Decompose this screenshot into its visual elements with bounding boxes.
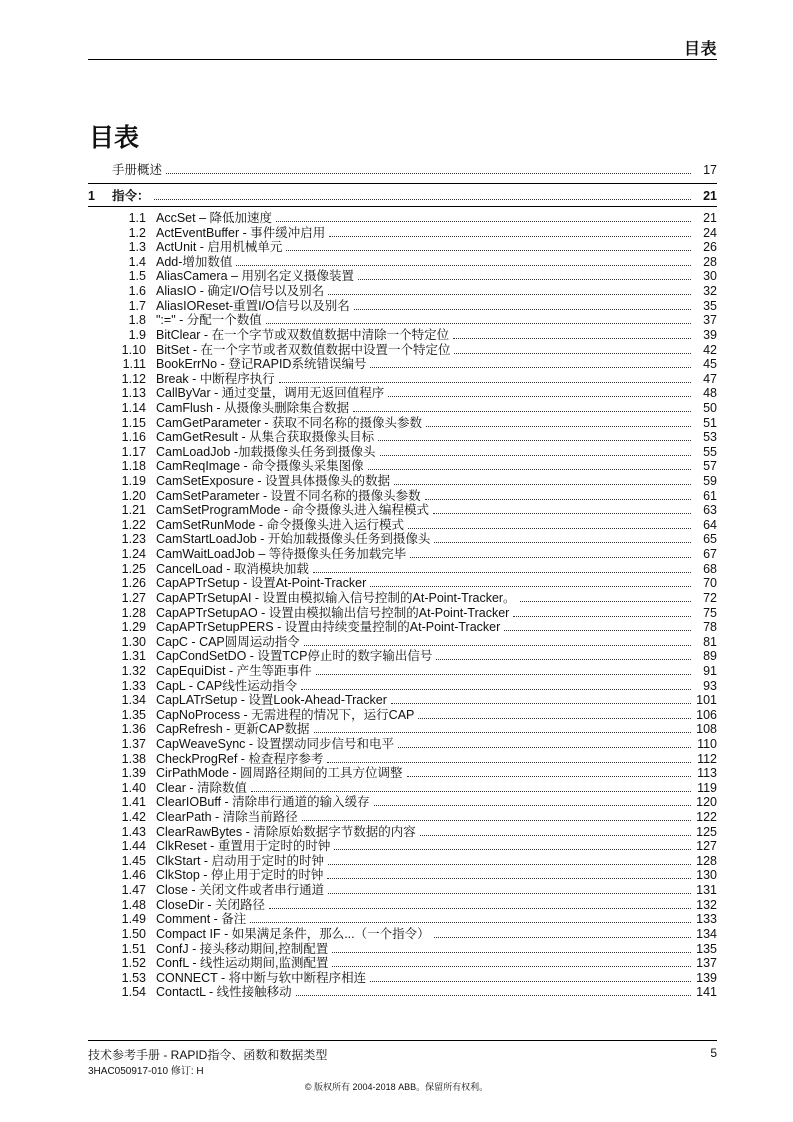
toc-entry-title: ClkStart - 启动用于定时的时钟 <box>156 853 325 868</box>
toc-entry[interactable] <box>88 459 717 473</box>
toc-entry-number: 1.44 <box>121 839 146 854</box>
toc-leader-dots <box>314 731 691 733</box>
toc-entry-page: 91 <box>703 663 717 678</box>
toc-entry-title: 手册概述 <box>112 163 163 177</box>
toc-entry[interactable] <box>88 547 717 561</box>
toc-entry-title: Close - 关闭文件或者串行通道 <box>156 883 325 898</box>
footer-page-number: 5 <box>710 1046 717 1060</box>
toc-leader-dots <box>353 410 691 412</box>
toc-entry-page: 24 <box>703 225 717 240</box>
toc-entry-title: CONNECT - 将中断与软中断程序相连 <box>156 970 367 985</box>
toc-leader-dots <box>370 980 691 982</box>
toc-entry-number: 1.20 <box>121 488 146 503</box>
toc-entry-number: 1.38 <box>121 751 146 766</box>
toc-entry-page: 132 <box>696 897 717 912</box>
toc-entry[interactable] <box>88 795 717 809</box>
toc-leader-dots <box>418 717 691 719</box>
toc-entry-title: ClearIOBuff - 清除串行通道的输入缓存 <box>156 795 370 810</box>
toc-entry[interactable] <box>88 211 717 225</box>
toc-entry-title: ConfJ - 接头移动期间,控制配置 <box>156 941 329 956</box>
toc-entry-title: Comment - 备注 <box>156 912 247 927</box>
toc-entry-number: 1.18 <box>121 459 146 474</box>
toc-leader-dots <box>378 439 691 441</box>
toc-leader-dots <box>453 337 691 339</box>
toc-entry-number: 1.49 <box>121 912 146 927</box>
toc-entry[interactable] <box>88 839 717 853</box>
toc-entry-page: 64 <box>703 517 717 532</box>
toc-entry[interactable] <box>88 606 717 620</box>
toc-entry-title: CamSetParameter - 设置不同名称的摄像头参数 <box>156 488 421 503</box>
toc-entry-number: 1.1 <box>128 211 146 225</box>
toc-entry-number: 1.27 <box>121 590 146 605</box>
toc-entry-page: 63 <box>703 503 717 518</box>
toc-entry-title: Clear - 清除数值 <box>156 780 247 795</box>
toc-entry-number: 1.16 <box>121 430 146 445</box>
toc-entry-number: 1.51 <box>121 941 146 956</box>
toc-leader-dots <box>370 585 691 587</box>
toc-leader-dots <box>269 907 691 909</box>
toc-entry-title: ClkStop - 停止用于定时的时钟 <box>156 868 324 883</box>
toc-entry[interactable] <box>88 664 717 678</box>
toc-entry-number: 1.22 <box>121 517 146 532</box>
toc-entry[interactable] <box>88 912 717 926</box>
toc-entry[interactable] <box>88 956 717 970</box>
toc-entry-title: CallByVar - 通过变量，调用无返回值程序 <box>156 386 385 401</box>
toc-entry-page: 139 <box>696 970 717 985</box>
toc-entry[interactable] <box>88 284 717 298</box>
toc-leader-dots <box>374 804 691 806</box>
toc-entry-number: 1.36 <box>121 722 146 737</box>
toc-leader-dots <box>425 498 691 500</box>
toc-entry[interactable] <box>88 503 717 517</box>
toc-entry-number: 1.12 <box>121 371 146 386</box>
toc-leader-dots <box>358 278 691 280</box>
toc-entry-number: 1.46 <box>121 868 146 883</box>
toc-entry-page: 51 <box>703 415 717 430</box>
toc-entry-title: ClearPath - 清除当前路径 <box>156 810 298 824</box>
toc-leader-dots <box>328 293 691 295</box>
toc-entry[interactable] <box>88 942 717 956</box>
toc-entry-page: 133 <box>696 912 717 927</box>
toc-entry-title: CapEquiDist - 产生等距事件 <box>156 663 312 678</box>
toc-entry-page: 93 <box>703 678 717 693</box>
toc-entry-number: 1.17 <box>121 444 146 459</box>
toc-entry-title: CamGetParameter - 获取不同名称的摄像头参数 <box>156 415 423 430</box>
toc-entry-page: 47 <box>703 371 717 386</box>
toc-entry-title: ConfL - 线性运动期间,监测配置 <box>156 956 329 971</box>
toc-entry[interactable] <box>88 357 717 371</box>
toc-entry[interactable] <box>88 372 717 386</box>
toc-entry-page: 70 <box>703 576 717 591</box>
toc-entry-page: 65 <box>703 532 717 547</box>
toc-entry-title: AccSet – 降低加速度 <box>156 211 272 225</box>
toc-leader-dots <box>398 746 691 748</box>
page-header-title: 目表 <box>683 41 717 58</box>
toc-entry-number: 1.42 <box>121 810 146 824</box>
toc-entry-number: 1.40 <box>121 780 146 795</box>
toc-entry-number: 1.23 <box>121 532 146 547</box>
toc-entry-number: 1.6 <box>128 284 146 299</box>
footer-copyright: © 版权所有 2004-2018 ABB。保留所有权利。 <box>304 1082 489 1092</box>
toc-entry-title: CapL - CAP线性运动指令 <box>156 678 298 693</box>
toc-entry-page: 72 <box>703 590 717 605</box>
toc-entry-title: BitSet - 在一个字节或者双数值数据中设置一个特定位 <box>156 342 451 357</box>
toc-leader-dots <box>250 921 691 923</box>
toc-entry-number: 1.43 <box>121 824 146 839</box>
toc-chapter-entry[interactable] <box>88 189 717 203</box>
toc-leader-dots <box>332 951 691 953</box>
toc-entry[interactable] <box>88 489 717 503</box>
toc-entry-page: 89 <box>703 649 717 664</box>
toc-entry[interactable] <box>88 898 717 912</box>
toc-entry-title: ":=" - 分配一个数值 <box>156 313 262 328</box>
toc-entry-number: 1.37 <box>121 737 146 751</box>
page-title: 目表 <box>89 124 140 152</box>
toc-entry-page: 113 <box>697 766 717 781</box>
chapter-rule-top <box>88 183 717 184</box>
toc-leader-dots <box>304 644 691 646</box>
toc-entry-page: 101 <box>696 693 717 708</box>
toc-entry-number: 1.19 <box>121 474 146 488</box>
toc-leader-dots <box>391 702 691 704</box>
toc-entry[interactable] <box>88 445 717 459</box>
toc-entry-page: 37 <box>703 313 717 328</box>
toc-leader-dots <box>266 322 691 324</box>
toc-entry-title: CapCondSetDO - 设置TCP停止时的数字输出信号 <box>156 649 433 664</box>
toc-entry-title: Add-增加数值 <box>156 254 233 269</box>
toc-entry-number: 1.35 <box>121 707 146 722</box>
toc-leader-dots <box>286 249 691 251</box>
toc-entry-number: 1.31 <box>121 649 146 664</box>
toc-leader-dots <box>388 395 691 397</box>
toc-entry-number: 1.30 <box>121 634 146 649</box>
toc-entry-title: CapWeaveSync - 设置摆动同步信号和电平 <box>156 737 395 751</box>
toc-entry[interactable] <box>88 328 717 342</box>
toc-entry-page: 120 <box>696 795 717 810</box>
toc-leader-dots <box>408 527 691 529</box>
toc-entry-number: 1.52 <box>121 956 146 971</box>
toc-entry-title: CamSetExposure - 设置具体摄像头的数据 <box>156 474 391 488</box>
toc-leader-dots <box>380 454 692 456</box>
toc-entry-title: Break - 中断程序执行 <box>156 371 275 386</box>
toc-leader-dots <box>251 790 691 792</box>
toc-leader-dots <box>236 264 691 266</box>
toc-entry-page: 135 <box>696 941 717 956</box>
toc-entry-page: 125 <box>696 824 717 839</box>
toc-entry-page: 141 <box>696 985 717 1000</box>
toc-entry-title: CapAPTrSetupAI - 设置由模拟输入信号控制的At-Point-Tracker。 <box>156 590 516 605</box>
toc-entry[interactable] <box>88 474 717 488</box>
toc-entry-number: 1.28 <box>121 605 146 620</box>
toc-entry-number: 1.4 <box>128 254 146 269</box>
toc-entry-number: 1.34 <box>121 693 146 708</box>
toc-entry[interactable] <box>88 299 717 313</box>
toc-leader-dots <box>520 600 691 602</box>
toc-entry-page: 127 <box>696 839 717 854</box>
toc-entry-page: 122 <box>696 810 717 824</box>
toc-entry[interactable] <box>88 781 717 795</box>
toc-entry[interactable] <box>88 854 717 868</box>
toc-leader-dots <box>513 615 691 617</box>
toc-entry-page: 26 <box>703 240 717 255</box>
toc-entry[interactable] <box>88 693 717 707</box>
toc-entry-title: CapNoProcess - 无需进程的情况下，运行CAP <box>156 707 415 722</box>
toc-entry-page: 128 <box>696 853 717 868</box>
chapter-rule-bottom <box>88 206 717 207</box>
toc-entry-number: 1.7 <box>128 298 146 313</box>
toc-entry[interactable] <box>88 722 717 736</box>
toc-entry[interactable] <box>88 576 717 590</box>
footer-document-id: 3HAC050917-010 修订: H <box>88 1066 204 1077</box>
toc-entry-page: 68 <box>703 561 717 576</box>
toc-entry-page: 55 <box>703 444 717 459</box>
toc-entry-page: 112 <box>697 751 717 766</box>
toc-entry-page: 108 <box>696 722 717 737</box>
toc-entry-page: 57 <box>703 459 717 474</box>
toc-entry-page: 45 <box>703 357 717 372</box>
toc-leader-dots <box>434 541 691 543</box>
toc-entry-page: 28 <box>703 254 717 269</box>
toc-entry[interactable] <box>88 737 717 751</box>
toc-entry-number: 1.45 <box>121 853 146 868</box>
toc-entry-page: 35 <box>703 298 717 313</box>
toc-entry-title: CapAPTrSetupAO - 设置由模拟输出信号控制的At-Point-Tracker <box>156 605 510 620</box>
toc-entry[interactable] <box>88 386 717 400</box>
toc-entry[interactable] <box>88 927 717 941</box>
toc-entry-title: BitClear - 在一个字节或双数值数据中清除一个特定位 <box>156 327 450 342</box>
toc-entry-number: 1.25 <box>121 561 146 576</box>
toc-entry[interactable] <box>88 971 717 985</box>
toc-entry-title: ClearRawBytes - 清除原始数据字节数据的内容 <box>156 824 416 839</box>
toc-chapter-page: 21 <box>703 189 717 203</box>
toc-leader-dots <box>276 220 691 222</box>
toc-entry-number: 1.39 <box>121 766 146 781</box>
toc-entry-number: 1.11 <box>122 357 146 372</box>
footer-rule <box>88 1040 717 1041</box>
toc-entry[interactable] <box>88 343 717 357</box>
toc-entry[interactable] <box>88 430 717 444</box>
toc-chapter-title: 指令： <box>112 189 150 203</box>
toc-entry-title: CheckProgRef - 检查程序参考 <box>156 751 324 766</box>
toc-entry-title: AliasCamera – 用别名定义摄像装置 <box>156 269 354 284</box>
toc-entry-title: CapLATrSetup - 设置Look-Ahead-Tracker <box>156 693 387 708</box>
toc-entry[interactable] <box>88 985 717 999</box>
toc-entry-page: 21 <box>703 211 717 225</box>
toc-entry-page: 50 <box>703 400 717 415</box>
toc-entry[interactable] <box>88 766 717 780</box>
toc-leader-dots <box>301 688 691 690</box>
footer-manual-title: 技术参考手册 - RAPID指令、函数和数据类型 <box>88 1048 328 1062</box>
toc-entry-number: 1.47 <box>121 883 146 898</box>
toc-leader-dots <box>296 994 691 996</box>
toc-entry[interactable] <box>88 649 717 663</box>
toc-entry-title: ContactL - 线性接触移动 <box>156 985 292 1000</box>
toc-entry-page: 59 <box>703 474 717 488</box>
toc-entry-title: ActUnit - 启用机械单元 <box>156 240 283 255</box>
toc-entry-title: CamGetResult - 从集合获取摄像头目标 <box>156 430 375 445</box>
toc-entry-title: AliasIO - 确定I/O信号以及别名 <box>156 284 325 299</box>
toc-entry[interactable] <box>88 635 717 649</box>
toc-entry-number: 1.8 <box>128 313 146 328</box>
toc-entry-title: ActEventBuffer - 事件缓冲启用 <box>156 225 326 240</box>
toc-entry[interactable] <box>88 269 717 283</box>
toc-leader-dots <box>279 381 691 383</box>
toc-entry-number: 1.2 <box>128 225 146 240</box>
toc-entry-title: CamFlush - 从摄像头删除集合数据 <box>156 400 350 415</box>
toc-entry[interactable] <box>88 416 717 430</box>
toc-leader-dots <box>354 308 691 310</box>
toc-entry-title: AliasIOReset-重置I/O信号以及别名 <box>156 298 350 313</box>
toc-entry-page: 131 <box>696 883 717 898</box>
toc-leader-dots <box>410 556 691 558</box>
toc-leader-dots <box>313 571 691 573</box>
toc-entry-page: 78 <box>703 620 717 635</box>
toc-entry-title: BookErrNo - 登记RAPID系统错误编号 <box>156 357 367 372</box>
toc-entry-number: 1.53 <box>121 970 146 985</box>
toc-entry[interactable] <box>88 401 717 415</box>
toc-entry-title: CamReqImage - 命令摄像头采集图像 <box>156 459 364 474</box>
toc-entry[interactable] <box>88 679 717 693</box>
toc-leader-dots <box>426 425 691 427</box>
toc-entry-page: 137 <box>696 956 717 971</box>
toc-entry[interactable] <box>88 620 717 634</box>
toc-entry-page: 53 <box>703 430 717 445</box>
toc-entry-title: CapC - CAP圆周运动指令 <box>156 634 300 649</box>
toc-entry-title: ClkReset - 重置用于定时的时钟 <box>156 839 331 854</box>
toc-entry-number: 1.26 <box>121 576 146 591</box>
toc-entry-page: 67 <box>703 547 717 561</box>
toc-entry-page: 48 <box>703 386 717 401</box>
toc-entry-number: 1.41 <box>121 795 146 810</box>
toc-entry-number: 1.32 <box>121 663 146 678</box>
toc-leader-dots <box>328 892 691 894</box>
toc-entry[interactable] <box>88 532 717 546</box>
toc-leader-dots <box>436 658 691 660</box>
toc-entry-title: CancelLoad - 取消模块加载 <box>156 561 309 576</box>
toc-leader-dots <box>327 761 691 763</box>
toc-entry-page: 130 <box>696 868 717 883</box>
toc-entry-title: CamSetProgramMode - 命令摄像头进入编程模式 <box>156 503 429 518</box>
toc-leader-dots <box>368 468 691 470</box>
toc-entry-number: 1.13 <box>121 386 146 401</box>
toc-leader-dots <box>504 629 691 631</box>
toc-entry-number: 1.10 <box>121 342 146 357</box>
toc-leader-dots <box>328 863 691 865</box>
toc-entry-page: 39 <box>703 327 717 342</box>
toc-entry-title: CamWaitLoadJob – 等待摄像头任务加载完毕 <box>156 547 407 561</box>
toc-entry[interactable] <box>88 240 717 254</box>
toc-entry-page: 81 <box>703 634 717 649</box>
table-of-contents <box>88 0 717 1122</box>
toc-chapter-number: 1 <box>88 189 95 203</box>
toc-entry[interactable] <box>88 883 717 897</box>
toc-entry[interactable] <box>88 708 717 722</box>
toc-leader-dots <box>302 819 691 821</box>
toc-entry-page: 61 <box>703 488 717 503</box>
toc-entry-title: CloseDir - 关闭路径 <box>156 897 266 912</box>
toc-leader-dots <box>420 834 691 836</box>
toc-entry-title: CapAPTrSetupPERS - 设置由持续变量控制的At-Point-Tracker <box>156 620 501 635</box>
toc-entry-page: 110 <box>697 737 717 751</box>
toc-entry[interactable] <box>88 752 717 766</box>
toc-entry-page: 42 <box>703 342 717 357</box>
toc-entry-number: 1.15 <box>121 415 146 430</box>
toc-entry[interactable] <box>88 226 717 240</box>
toc-entry-page: 119 <box>697 780 717 795</box>
toc-entry-number: 1.21 <box>121 503 146 518</box>
toc-entry-number: 1.5 <box>128 269 146 284</box>
toc-leader-dots <box>434 936 691 938</box>
toc-leader-dots <box>433 512 691 514</box>
toc-entry-page: 75 <box>703 605 717 620</box>
toc-entry-number: 1.54 <box>121 985 146 1000</box>
toc-entry[interactable] <box>88 562 717 576</box>
toc-entry-page: 32 <box>703 284 717 299</box>
toc-leader-dots <box>327 877 691 879</box>
toc-entry[interactable] <box>88 810 717 824</box>
toc-entry-title: CamLoadJob -加载摄像头任务到摄像头 <box>156 444 376 459</box>
toc-leader-dots <box>166 172 691 174</box>
toc-leader-dots <box>316 673 691 675</box>
toc-leader-dots <box>154 198 691 200</box>
toc-entry-page: 30 <box>703 269 717 284</box>
toc-entry-title: Compact IF - 如果满足条件，那么...（一个指令） <box>156 926 430 941</box>
toc-entry-page: 134 <box>696 926 717 941</box>
toc-entry-number: 1.24 <box>121 547 146 561</box>
toc-entry[interactable] <box>88 825 717 839</box>
toc-leader-dots <box>329 235 691 237</box>
toc-entry-number: 1.29 <box>121 620 146 635</box>
toc-entry-number: 1.33 <box>121 678 146 693</box>
toc-entry-title: CapRefresh - 更新CAP数据 <box>156 722 310 737</box>
toc-entry-title: CamStartLoadJob - 开始加载摄像头任务到摄像头 <box>156 532 431 547</box>
toc-leader-dots <box>370 366 691 368</box>
toc-entry-page: 106 <box>696 707 717 722</box>
toc-entry-title: CapAPTrSetup - 设置At-Point-Tracker <box>156 576 367 591</box>
toc-entry-title: CirPathMode - 圆周路径期间的工具方位调整 <box>156 766 403 781</box>
toc-entry-number: 1.3 <box>128 240 146 255</box>
toc-leader-dots <box>454 352 691 354</box>
toc-entry-page: 17 <box>703 163 717 177</box>
toc-entry-number: 1.9 <box>128 327 146 342</box>
toc-leader-dots <box>407 775 691 777</box>
toc-entry[interactable] <box>88 255 717 269</box>
toc-entry[interactable] <box>88 518 717 532</box>
toc-entry-title: CamSetRunMode - 命令摄像头进入运行模式 <box>156 517 404 532</box>
toc-entry-number: 1.14 <box>121 400 146 415</box>
toc-entry[interactable] <box>88 313 717 327</box>
toc-entry-number: 1.50 <box>121 926 146 941</box>
toc-entry[interactable] <box>88 868 717 882</box>
toc-leader-dots <box>332 965 691 967</box>
toc-entry-number: 1.48 <box>121 897 146 912</box>
toc-entry[interactable] <box>88 591 717 605</box>
toc-intro-entry[interactable] <box>88 163 717 177</box>
toc-leader-dots <box>394 483 691 485</box>
toc-leader-dots <box>334 848 691 850</box>
